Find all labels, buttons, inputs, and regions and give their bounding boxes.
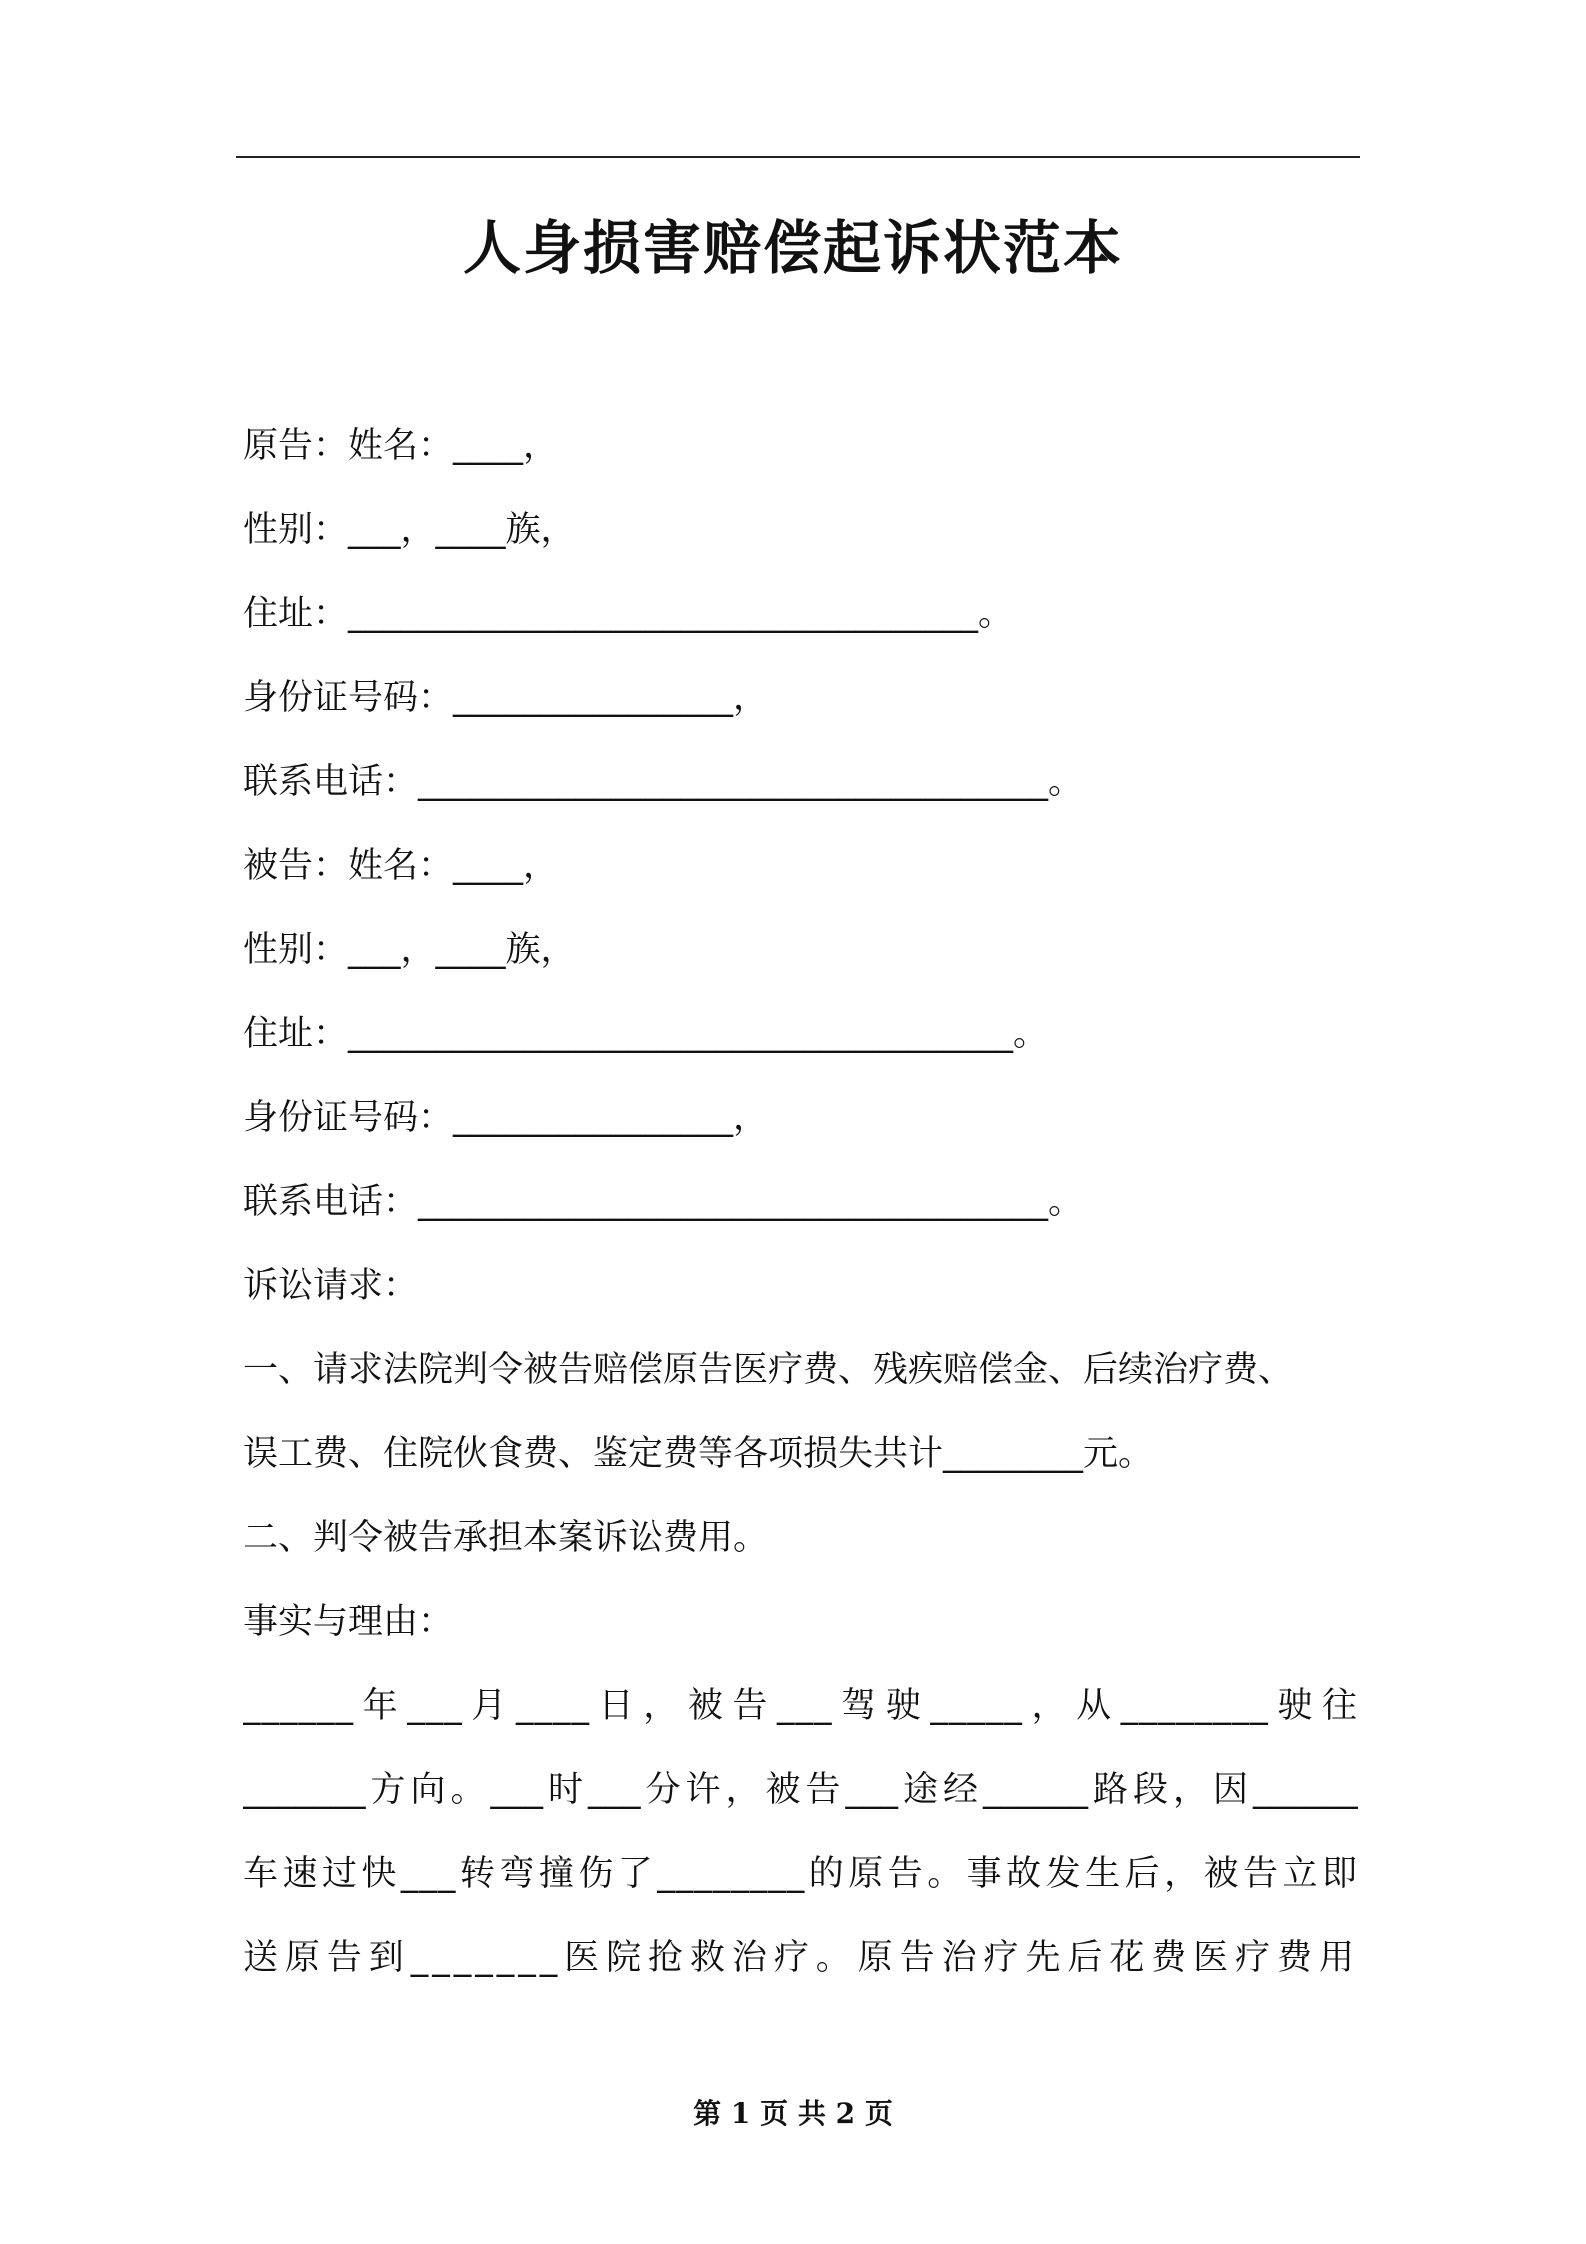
claim-item-1-line-2: 误工费、住院伙食费、鉴定费等各项损失共计________元。 (243, 1434, 1154, 1474)
facts-line-2: _______方向。___时___分许，被告___途经______路段，因______ (243, 1770, 1358, 1810)
plaintiff-name-line: 原告：姓名：____， (243, 426, 559, 466)
plaintiff-id-line: 身份证号码：________________， (243, 678, 769, 718)
plaintiff-phone-line: 联系电话：____________________________________。 (243, 762, 1084, 802)
page-indicator: 第 1 页 共 2 页 (693, 2097, 893, 2130)
claims-heading: 诉讼请求： (243, 1266, 419, 1306)
defendant-id-line: 身份证号码：________________， (243, 1098, 769, 1138)
defendant-address-line: 住址：______________________________________。 (243, 1014, 1049, 1054)
plaintiff-gender-line: 性别：___，____族， (243, 510, 576, 550)
document-body (243, 404, 1358, 2000)
defendant-name-line: 被告：姓名：____， (243, 846, 559, 886)
facts-line-1: ______年___月____日，被告___驾驶_____，从________驶往 (243, 1686, 1358, 1726)
facts-line-3: 车速过快___转弯撞伤了________的原告。事故发生后，被告立即 (243, 1854, 1358, 1894)
header-rule (236, 156, 1360, 158)
plaintiff-address-line: 住址：____________________________________。 (243, 594, 1014, 634)
defendant-phone-line: 联系电话：____________________________________。 (243, 1182, 1084, 1222)
claim-item-2: 二、判令被告承担本案诉讼费用。 (243, 1518, 769, 1558)
facts-line-4: 送原告到_______医院抢救治疗。原告治疗先后花费医疗费用 (243, 1938, 1358, 1978)
claim-item-1-line-1: 一、请求法院判令被告赔偿原告医疗费、残疾赔偿金、后续治疗费、 (243, 1350, 1294, 1390)
defendant-gender-line: 性别：___，____族， (243, 930, 576, 970)
facts-heading: 事实与理由： (243, 1602, 454, 1642)
document-title: 人身损害赔偿起诉状范本 (462, 214, 1123, 282)
